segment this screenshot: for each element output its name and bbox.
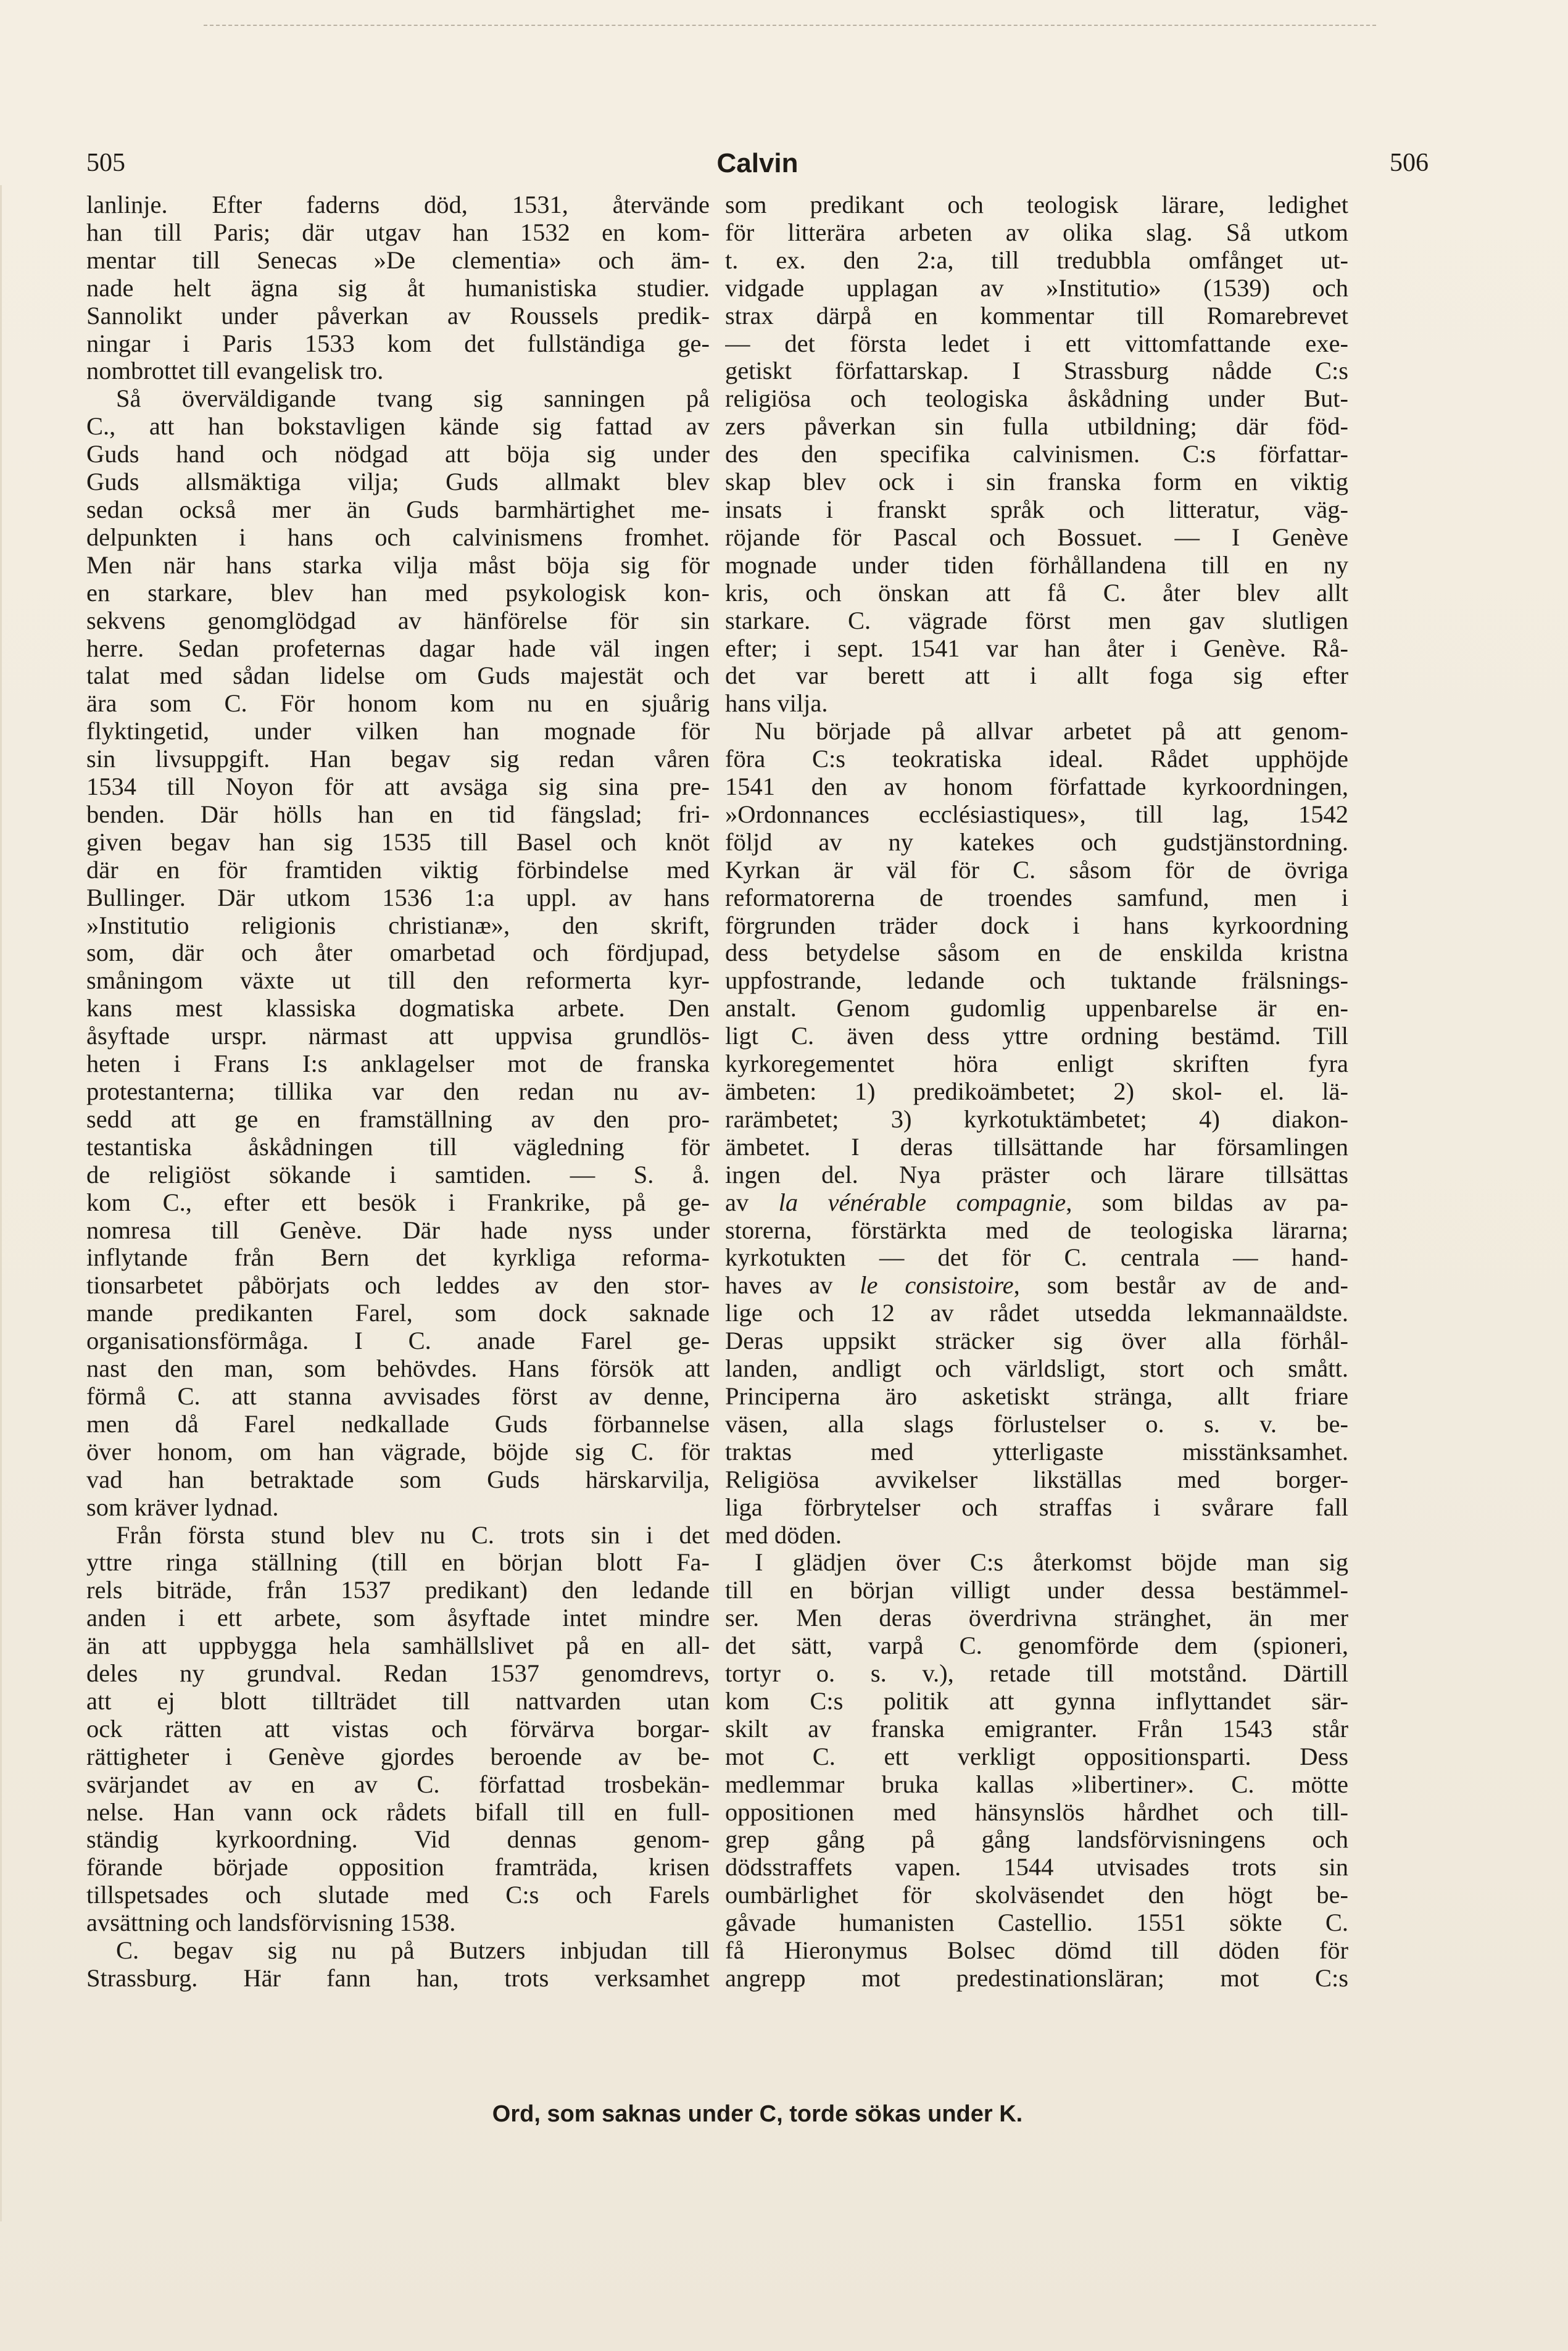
text-line: Guds allsmäktiga vilja; Guds allmakt blev bbox=[86, 468, 710, 496]
text-line: I glädjen över C:s återkomst böjde man sig bbox=[755, 1549, 1348, 1577]
text-line: småningom växte ut till den reformerta kyr- bbox=[86, 967, 710, 995]
text-line: nombrottet till evangelisk tro. bbox=[86, 357, 384, 385]
text-line: det var berett att i allt foga sig efter bbox=[725, 662, 1348, 690]
page-edge-shadow bbox=[0, 185, 14, 2221]
text-line: nomresa till Genève. Där hade nyss under bbox=[86, 1216, 710, 1244]
text-line: kans mest klassiska dogmatiska arbete. Den bbox=[86, 995, 710, 1022]
text-line: Från första stund blev nu C. trots sin i det bbox=[116, 1521, 710, 1549]
text-line: oumbärlighet för skolväsendet den högt be- bbox=[725, 1881, 1348, 1909]
page-number-right: 506 bbox=[1390, 149, 1429, 177]
text-line: Så överväldigande tvang sig sanningen på bbox=[116, 385, 710, 413]
top-edge-rule bbox=[204, 25, 1376, 26]
text-line: heten i Frans I:s anklagelser mot de franska bbox=[86, 1050, 710, 1078]
right-text-column bbox=[725, 191, 1348, 1992]
text-line: ser. Men deras överdrivna stränghet, än mer bbox=[725, 1604, 1348, 1632]
text-line: det sätt, varpå C. genomförde dem (spioneri, bbox=[725, 1632, 1348, 1660]
text-line: medlemmar bruka kallas »libertiner». C. mötte bbox=[725, 1770, 1348, 1798]
text-line: strax därpå en kommentar till Romarebrevet bbox=[725, 302, 1348, 330]
text-line: mentar till Senecas »De clementia» och äm- bbox=[86, 246, 710, 274]
text-line: Principerna äro asketiskt stränga, allt friare bbox=[725, 1382, 1348, 1410]
text-line: nade helt ägna sig åt humanistiska studier. bbox=[86, 274, 710, 302]
text-line: talat med sådan lidelse om Guds majestät och bbox=[86, 662, 710, 690]
text-line: för litterära arbeten av olika slag. Så utkom bbox=[725, 218, 1348, 246]
italic-term: la vénérable compagnie bbox=[778, 1188, 1066, 1216]
text-line: flyktingetid, under vilken han mognade för bbox=[86, 718, 710, 745]
text-line: religiösa och teologiska åskådning under But- bbox=[725, 385, 1348, 413]
text-line: åsyftade urspr. närmast att uppvisa grundlös- bbox=[86, 1022, 710, 1050]
footer-note: Ord, som saknas under C, torde sökas under K. bbox=[492, 2101, 1023, 2127]
text-line: grep gång på gång landsförvisningens och bbox=[725, 1826, 1348, 1854]
text-line: rarämbetet; 3) kyrkotuktämbetet; 4) diakon- bbox=[725, 1105, 1348, 1133]
text-line: dödsstraffets vapen. 1544 utvisades trots sin bbox=[725, 1854, 1348, 1881]
text-line: rels biträde, från 1537 predikant) den ledande bbox=[86, 1577, 710, 1604]
text-line: deles ny grundval. Redan 1537 genomdrevs, bbox=[86, 1660, 710, 1688]
text-line: C., att han bokstavligen kände sig fattad av bbox=[86, 413, 710, 441]
text-line: mande predikanten Farel, som dock saknade bbox=[86, 1300, 710, 1327]
text-line: sedd att ge en framställning av den pro- bbox=[86, 1105, 710, 1133]
text-line: protestanterna; tillika var den redan nu av- bbox=[86, 1078, 710, 1105]
text-line: lige och 12 av rådet utsedda lekmannaäldste. bbox=[725, 1300, 1348, 1327]
text-line: vidgade upplagan av »Institutio» (1539) och bbox=[725, 274, 1348, 302]
text-line: storerna, förstärkta med de teologiska lärarna; bbox=[725, 1216, 1348, 1244]
text-line: hans vilja. bbox=[725, 690, 828, 718]
page-number-left: 505 bbox=[86, 149, 125, 177]
text-line: Men när hans starka vilja måst böja sig för bbox=[86, 551, 710, 579]
text-line: zers påverkan sin fulla utbildning; där föd- bbox=[725, 413, 1348, 441]
text-line: insats i franskt språk och litteratur, väg- bbox=[725, 495, 1348, 523]
text-line: ämbetet. I deras tillsättande har församlingen bbox=[725, 1133, 1348, 1161]
text-line: Religiösa avvikelser likställas med borger- bbox=[725, 1466, 1348, 1493]
running-header bbox=[86, 148, 1429, 185]
text-line: ständig kyrkoordning. Vid dennas genom- bbox=[86, 1826, 710, 1854]
text-line: Strassburg. Här fann han, trots verksamhet bbox=[86, 1965, 710, 1992]
text-line: delpunkten i hans och calvinismens fromhet. bbox=[86, 523, 710, 551]
italic-term: le consistoire bbox=[860, 1272, 1014, 1300]
text-line: »Ordonnances ecclésiastiques», till lag, 1542 bbox=[725, 800, 1348, 828]
text-line: ningar i Paris 1533 kom det fullständiga ge- bbox=[86, 330, 710, 357]
text-line: kyrkotukten — det för C. centrala — hand- bbox=[725, 1244, 1348, 1272]
text-line: sedan också mer än Guds barmhärtighet me- bbox=[86, 495, 710, 523]
text-line: över honom, om han vägrade, böjde sig C. för bbox=[86, 1438, 710, 1466]
text-line: mognade under tiden förhållandena till en ny bbox=[725, 551, 1348, 579]
text-line: Sannolikt under påverkan av Roussels predik- bbox=[86, 302, 710, 330]
text-line: röjande för Pascal och Bossuet. — I Genève bbox=[725, 523, 1348, 551]
text-line: Kyrkan är väl för C. såsom för de övriga bbox=[725, 856, 1348, 884]
text-line: liga förbrytelser och straffas i svårare fall bbox=[725, 1493, 1348, 1521]
text-line: 1534 till Noyon för att avsäga sig sina pre- bbox=[86, 773, 710, 801]
text-line: ingen del. Nya präster och lärare tillsättas bbox=[725, 1161, 1348, 1188]
text-line: kyrkoregementet höra enligt skriften fyra bbox=[725, 1050, 1348, 1078]
text-line: ligt C. även dess yttre ordning bestämd. Till bbox=[725, 1022, 1348, 1050]
text-line: tillspetsades och slutade med C:s och Farels bbox=[86, 1881, 710, 1909]
text-line: sin livsuppgift. Han begav sig redan våren bbox=[86, 745, 710, 773]
text-line: anstalt. Genom gudomlig uppenbarelse är en- bbox=[725, 995, 1348, 1022]
text-line: inflytande från Bern det kyrkliga reforma- bbox=[86, 1244, 710, 1272]
text-line: skap blev ock i sin franska form en viktig bbox=[725, 468, 1348, 496]
text-line: lanlinje. Efter faderns död, 1531, återvände bbox=[86, 191, 710, 218]
text-line: som kräver lydnad. bbox=[86, 1493, 279, 1521]
text-line: få Hieronymus Bolsec dömd till döden för bbox=[725, 1937, 1348, 1965]
text-line: svärjandet av en av C. författad trosbekän- bbox=[86, 1770, 710, 1798]
text-line: han till Paris; där utgav han 1532 en kom- bbox=[86, 218, 710, 246]
text-line: kris, och önskan att få C. åter blev allt bbox=[725, 579, 1348, 607]
running-title: Calvin bbox=[716, 148, 799, 178]
text-line: skilt av franska emigranter. Från 1543 står bbox=[725, 1715, 1348, 1743]
text-line: till en början villigt under dessa bestämmel- bbox=[725, 1577, 1348, 1604]
text-line: kom C:s politik att gynna inflyttandet sär- bbox=[725, 1687, 1348, 1715]
text-line: given begav han sig 1535 till Basel och knöt bbox=[86, 828, 710, 856]
text-line: starkare. C. vägrade först men gav slutligen bbox=[725, 607, 1348, 634]
text-line: ock rätten att vistas och förvärva borgar- bbox=[86, 1715, 710, 1743]
text-line: som predikant och teologisk lärare, ledighet bbox=[725, 191, 1348, 218]
text-line: herre. Sedan profeternas dagar hade väl ingen bbox=[86, 634, 710, 662]
text-line: C. begav sig nu på Butzers inbjudan till bbox=[116, 1937, 710, 1965]
text-line: mot C. ett verkligt oppositionsparti. Dess bbox=[725, 1743, 1348, 1770]
text-line: rättigheter i Genève gjordes beroende av be- bbox=[86, 1743, 710, 1770]
text-line: förmå C. att stanna avvisades först av denne, bbox=[86, 1382, 710, 1410]
text-line: gåvade humanisten Castellio. 1551 sökte C. bbox=[725, 1909, 1348, 1937]
text-line: vad han betraktade som Guds härskarvilja, bbox=[86, 1466, 710, 1493]
text-line: dess betydelse såsom en de enskilda kristna bbox=[725, 939, 1348, 967]
text-line: 1541 den av honom författade kyrkoordningen, bbox=[725, 773, 1348, 801]
text-line: nelse. Han vann ock rådets bifall till en full- bbox=[86, 1798, 710, 1826]
text-line: landen, andligt och världsligt, stort och smått. bbox=[725, 1355, 1348, 1383]
text-line: nast den man, som behövdes. Hans försök att bbox=[86, 1355, 710, 1383]
text-line: organisationsförmåga. I C. anade Farel ge- bbox=[86, 1327, 710, 1355]
text-line: förande började opposition framträda, krisen bbox=[86, 1854, 710, 1881]
text-line: ära som C. För honom kom nu en sjuårig bbox=[86, 690, 710, 718]
text-line: reformatorerna de troendes samfund, men i bbox=[725, 884, 1348, 911]
text-line: efter; i sept. 1541 var han åter i Genève. Rå- bbox=[725, 634, 1348, 662]
text-line: ämbeten: 1) predikoämbetet; 2) skol- el. lä- bbox=[725, 1078, 1348, 1105]
text-line: tionsarbetet påbörjats och leddes av den stor- bbox=[86, 1272, 710, 1300]
text-line: men då Farel nedkallade Guds förbannelse bbox=[86, 1410, 710, 1438]
text-line: »Institutio religionis christianæ», den skrift, bbox=[86, 911, 710, 939]
text-line: Bullinger. Där utkom 1536 1:a uppl. av hans bbox=[86, 884, 710, 911]
left-text-column bbox=[86, 191, 710, 1992]
text-line: t. ex. den 2:a, till tredubbla omfånget ut- bbox=[725, 246, 1348, 274]
text-line: getiskt författarskap. I Strassburg nådde C:s bbox=[725, 357, 1348, 385]
text-line: som, där och åter omarbetad och fördjupad, bbox=[86, 939, 710, 967]
text-line: yttre ringa ställning (till en början blott Fa- bbox=[86, 1549, 710, 1577]
text-line: kom C., efter ett besök i Frankrike, på ge- bbox=[86, 1188, 710, 1216]
text-line: Guds hand och nödgad att böja sig under bbox=[86, 441, 710, 468]
text-line: Nu började på allvar arbetet på att genom- bbox=[755, 718, 1348, 745]
text-line: med döden. bbox=[725, 1521, 842, 1549]
text-line: testantiska åskådningen till vägledning för bbox=[86, 1133, 710, 1161]
text-line: att ej blott tillträdet till nattvarden utan bbox=[86, 1687, 710, 1715]
text-line: avsättning och landsförvisning 1538. bbox=[86, 1909, 456, 1937]
text-line: traktas med ytterligaste misstänksamhet. bbox=[725, 1438, 1348, 1466]
text-line: än att uppbygga hela samhällslivet på en all- bbox=[86, 1632, 710, 1660]
text-line: des den specifika calvinismen. C:s författar- bbox=[725, 441, 1348, 468]
text-line: benden. Där hölls han en tid fängslad; fri- bbox=[86, 800, 710, 828]
text-line: haves av le consistoire, som består av de and- bbox=[725, 1272, 1348, 1300]
text-line: av la vénérable compagnie, som bildas av pa- bbox=[725, 1188, 1348, 1216]
text-line: — det första ledet i ett vittomfattande exe- bbox=[725, 330, 1348, 357]
text-line: föra C:s teokratiska ideal. Rådet upphöjde bbox=[725, 745, 1348, 773]
text-line: tortyr o. s. v.), retade till motstånd. Därtill bbox=[725, 1660, 1348, 1688]
text-line: angrepp mot predestinationsläran; mot C:s bbox=[725, 1965, 1348, 1992]
text-line: sekvens genomglödgad av hänförelse för sin bbox=[86, 607, 710, 634]
text-line: följd av ny katekes och gudstjänstordning. bbox=[725, 828, 1348, 856]
text-line: Deras uppsikt sträcker sig över alla förhål- bbox=[725, 1327, 1348, 1355]
text-line: anden i ett arbete, som åsyftade intet mindre bbox=[86, 1604, 710, 1632]
text-line: där en för framtiden viktig förbindelse med bbox=[86, 856, 710, 884]
text-line: de religiöst sökande i samtiden. — S. å. bbox=[86, 1161, 710, 1188]
text-line: uppfostrande, ledande och tuktande frälsnings- bbox=[725, 967, 1348, 995]
text-line: förgrunden träder dock i hans kyrkoordning bbox=[725, 911, 1348, 939]
text-line: väsen, alla slags förlustelser o. s. v. be- bbox=[725, 1410, 1348, 1438]
text-line: oppositionen med hänsynslös hårdhet och till- bbox=[725, 1798, 1348, 1826]
text-line: en starkare, blev han med psykologisk kon- bbox=[86, 579, 710, 607]
